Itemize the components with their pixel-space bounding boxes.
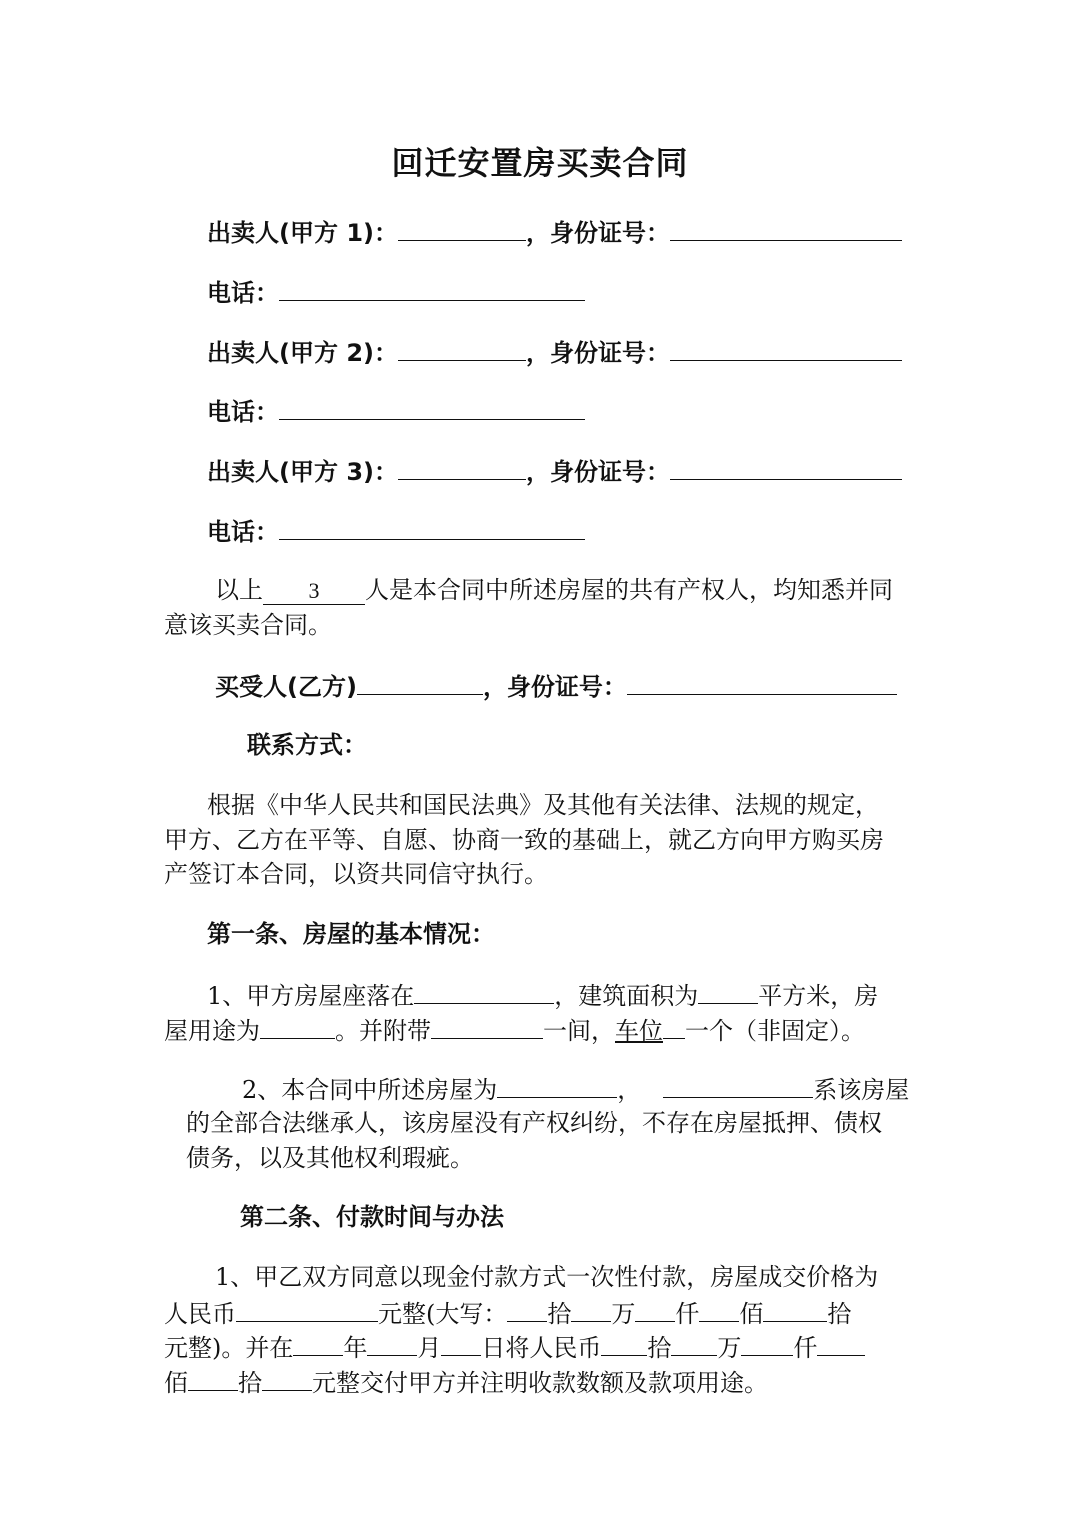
pay-shi-label: 拾	[238, 1369, 262, 1397]
seller-2-phone-label: 电话：	[207, 398, 279, 426]
cap-yuan-end: 元整)。并在	[164, 1334, 294, 1362]
seller-3-name-blank	[398, 453, 526, 480]
attached-blank	[431, 1012, 543, 1039]
article-2-line-2	[164, 1295, 851, 1331]
location-blank	[414, 977, 554, 1004]
item1-location-label: 1、甲方房屋座落在	[207, 982, 415, 1010]
parking-blank	[663, 1012, 685, 1039]
coowner-line-2: 意该买卖合同。	[164, 611, 332, 639]
pay-wan-label: 万	[717, 1334, 742, 1362]
preamble-line-3: 产签订本合同，以资共同信守执行。	[164, 860, 548, 888]
seller-1-phone-label: 电话：	[207, 279, 279, 307]
seller-3-id-label: ，身份证号：	[526, 458, 670, 486]
cap-shi-blank	[763, 1295, 827, 1322]
seller-3-row	[207, 453, 902, 489]
seller-3-id-blank	[670, 453, 902, 480]
item1-usage-label: 屋用途为	[164, 1017, 260, 1045]
payment-tail: 元整交付甲方并注明收款数额及款项用途。	[312, 1369, 768, 1397]
item1-parking-tail: 一个（非固定）。	[685, 1017, 865, 1045]
buyer-id-blank	[627, 668, 897, 695]
seller-3-label: 出卖人(甲方 3)：	[207, 458, 398, 486]
seller-2-id-blank	[670, 334, 902, 361]
parking-label: 车位	[615, 1017, 663, 1045]
price-yuan-label: 元整(大写：	[378, 1300, 508, 1328]
cap-shi-wan-label: 拾	[547, 1300, 572, 1328]
area-blank	[698, 977, 758, 1004]
cap-qian-label: 仟	[675, 1300, 700, 1328]
article-2-line-1: 1、甲乙双方同意以现金付款方式一次性付款，房屋成交价格为	[215, 1263, 879, 1291]
seller-1-name-blank	[398, 214, 526, 241]
seller-1-label: 出卖人(甲方 1)：	[207, 219, 398, 247]
page-title: 回迁安置房买卖合同	[391, 144, 689, 182]
day-label: 日将人民币	[481, 1334, 602, 1362]
item2-label: 2、本合同中所述房屋为	[242, 1076, 498, 1104]
seller-2-phone-row	[207, 393, 585, 429]
buyer-id-label: ，身份证号：	[482, 673, 627, 701]
item2-comma: ，	[617, 1076, 642, 1104]
seller-2-phone-blank	[279, 393, 585, 420]
article-1-item-2-line-1	[242, 1071, 909, 1107]
contact-label: 联系方式：	[247, 731, 367, 759]
seller-3-phone-row	[207, 513, 585, 549]
year-label: 年	[343, 1334, 368, 1362]
cap-bai-label: 佰	[739, 1300, 764, 1328]
item2-blank-1	[497, 1071, 617, 1098]
article-2-heading: 第二条、付款时间与办法	[240, 1203, 504, 1231]
item1-area-label: ，建筑面积为	[554, 982, 699, 1010]
pay-shi-blank	[188, 1364, 238, 1391]
item1-attached-label: 。并附带	[335, 1017, 431, 1045]
coowner-prefix: 以上	[215, 576, 263, 604]
buyer-name-blank	[357, 668, 483, 695]
year-blank	[293, 1329, 343, 1356]
seller-1-id-label: ，身份证号：	[526, 219, 670, 247]
article-2-line-3	[164, 1329, 865, 1365]
buyer-row	[215, 668, 897, 704]
usage-blank	[260, 1012, 335, 1039]
item1-sqm-label: 平方米，房	[758, 982, 879, 1010]
seller-3-phone-label: 电话：	[207, 518, 279, 546]
cap-bai-blank	[699, 1295, 739, 1322]
seller-1-phone-blank	[279, 274, 585, 301]
article-1-item-2-line-3: 债务，以及其他权利瑕疵。	[186, 1144, 474, 1172]
seller-1-id-blank	[670, 214, 902, 241]
price-blank	[236, 1295, 378, 1322]
pay-bai-blank	[817, 1329, 865, 1356]
item1-room-label: 一间，	[543, 1017, 615, 1045]
preamble-line-2: 甲方、乙方在平等、自愿、协商一致的基础上，就乙方向甲方购买房	[164, 826, 884, 854]
article-1-item-1-line-2	[164, 1012, 865, 1048]
rmb-label: 人民币	[164, 1300, 236, 1328]
cap-shi-wan-blank	[507, 1295, 547, 1322]
seller-1-row	[207, 214, 902, 250]
cap-qian-blank	[635, 1295, 675, 1322]
coowner-suffix: 人是本合同中所述房屋的共有产权人，均知悉并同	[365, 576, 893, 604]
coowner-line-1	[215, 573, 893, 607]
seller-1-phone-row	[207, 274, 585, 310]
pay-qian-label: 仟	[793, 1334, 818, 1362]
seller-3-phone-blank	[279, 513, 585, 540]
pay-yuan-blank	[262, 1364, 312, 1391]
cap-wan-blank	[571, 1295, 611, 1322]
item2-blank-2	[663, 1071, 813, 1098]
seller-2-label: 出卖人(甲方 2)：	[207, 339, 398, 367]
pay-bai-label: 佰	[164, 1369, 188, 1397]
preamble-line-1: 根据《中华人民共和国民法典》及其他有关法律、法规的规定，	[207, 791, 879, 819]
coowner-count: 3	[263, 578, 365, 605]
day-blank	[441, 1329, 481, 1356]
month-label: 月	[417, 1334, 442, 1362]
pay-qian-blank	[741, 1329, 793, 1356]
seller-2-row	[207, 334, 902, 370]
seller-2-id-label: ，身份证号：	[526, 339, 670, 367]
pay-shi-wan-blank	[601, 1329, 647, 1356]
seller-2-name-blank	[398, 334, 526, 361]
article-1-heading: 第一条、房屋的基本情况：	[207, 920, 495, 948]
buyer-label: 买受人(乙方)	[215, 673, 357, 701]
article-1-item-2-line-2: 的全部合法继承人，该房屋没有产权纠纷，不存在房屋抵押、债权	[186, 1109, 882, 1137]
article-2-line-4	[164, 1364, 768, 1400]
item2-tail: 系该房屋	[813, 1076, 910, 1104]
article-1-item-1-line-1	[207, 977, 878, 1013]
cap-wan-label: 万	[611, 1300, 636, 1328]
cap-shi-label: 拾	[827, 1300, 852, 1328]
pay-wan-blank	[671, 1329, 717, 1356]
month-blank	[367, 1329, 417, 1356]
pay-shi-wan-label: 拾	[647, 1334, 672, 1362]
